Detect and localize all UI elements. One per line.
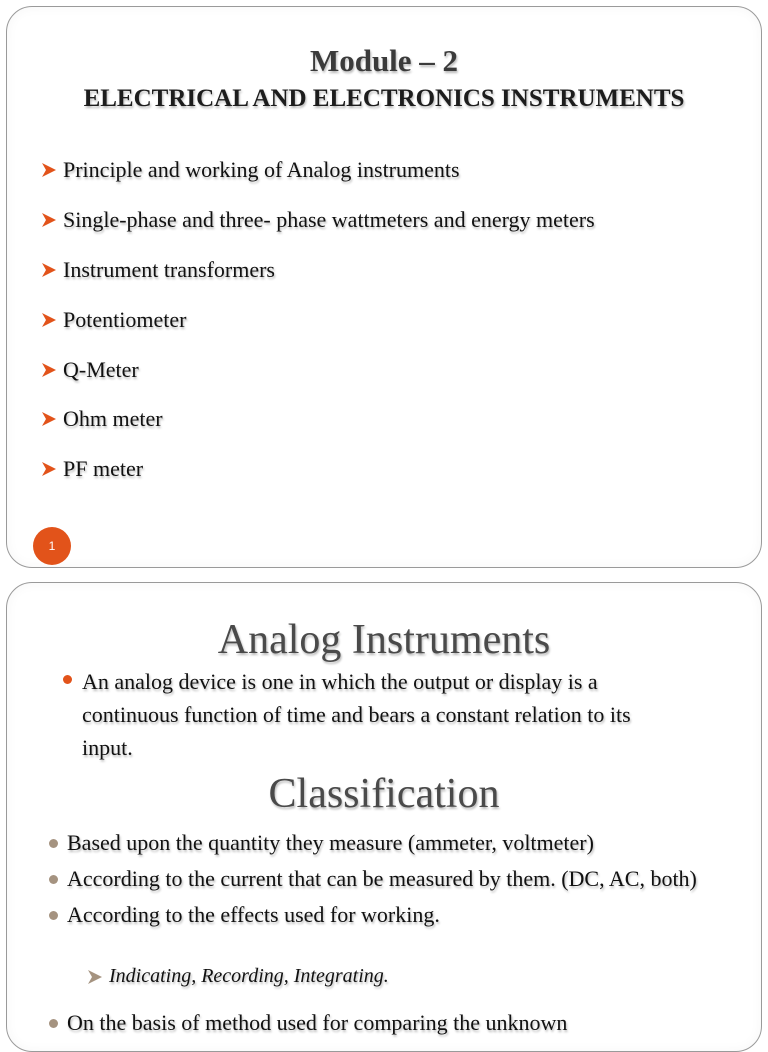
slide-1 [6, 6, 762, 568]
intro-paragraph [63, 665, 683, 764]
intro-text: An analog device is one in which the output or display is a continuous function of time and bears a constant relation to its input. [82, 669, 631, 760]
dot-icon [63, 675, 72, 684]
list-item [41, 345, 595, 395]
list-item [41, 444, 595, 494]
list-item-text: Instrument transformers [63, 256, 275, 282]
list-item [41, 394, 595, 444]
sub-list-item [87, 965, 389, 988]
arrow-right-icon [41, 312, 57, 328]
list-item-text: Q-Meter [63, 356, 139, 382]
list-item [49, 829, 749, 857]
slide-1-title: Module – 2 [309, 43, 459, 78]
dot-icon [49, 839, 58, 848]
arrow-right-icon [41, 262, 57, 278]
list-item-text: Single-phase and three- phase wattmeters and energy meters [63, 206, 595, 232]
list-item-text: Ohm meter [63, 406, 163, 432]
slide-2-title: Analog Instruments [217, 617, 551, 663]
list-item [41, 195, 595, 245]
dot-icon [49, 875, 58, 884]
list-item [49, 865, 749, 893]
list-item-text: Principle and working of Analog instruments [63, 156, 460, 182]
arrow-right-icon [41, 362, 57, 378]
list-item-text: On the basis of method used for comparing the unknown [67, 1010, 568, 1035]
page-number-badge: 1 [33, 527, 71, 565]
list-item [41, 145, 595, 195]
list-item-text: Potentiometer [63, 306, 187, 332]
list-item-text: PF meter [63, 456, 144, 482]
arrow-right-icon [41, 461, 57, 477]
arrow-right-icon [41, 162, 57, 178]
sub-list-item-text: Indicating, Recording, Integrating. [109, 965, 389, 987]
arrow-right-icon [87, 969, 103, 985]
arrow-right-icon [41, 212, 57, 228]
list-item-text: According to the effects used for working. [67, 902, 440, 927]
dot-icon [49, 911, 58, 920]
topic-list [41, 145, 595, 494]
list-item-text: According to the current that can be measured by them. (DC, AC, both) [67, 866, 697, 891]
slide-1-subtitle: ELECTRICAL AND ELECTRONICS INSTRUMENTS [83, 85, 685, 112]
classification-list [49, 829, 749, 937]
list-item [41, 295, 595, 345]
classification-heading: Classification [268, 771, 500, 817]
arrow-right-icon [41, 411, 57, 427]
slide-2 [6, 582, 762, 1052]
list-item [41, 245, 595, 295]
list-item [49, 901, 749, 929]
list-item-partial [49, 1009, 567, 1037]
list-item-text: Based upon the quantity they measure (ammeter, voltmeter) [67, 830, 594, 855]
